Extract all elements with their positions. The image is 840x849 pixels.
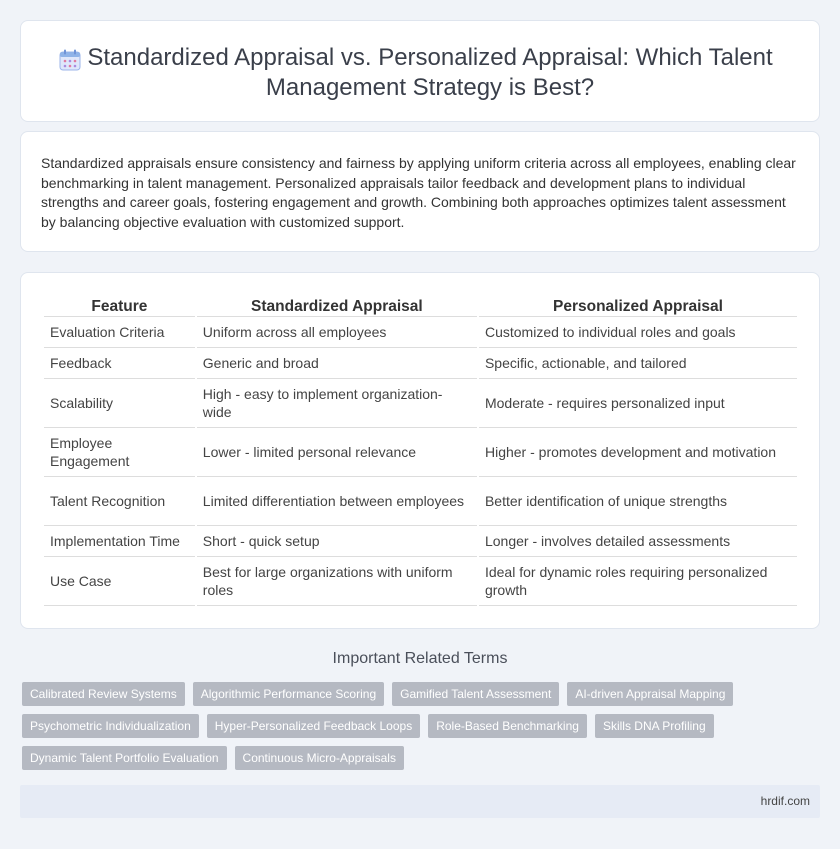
column-header-personalized: Personalized Appraisal bbox=[479, 295, 797, 317]
page-title: Standardized Appraisal vs. Personalized Appraisal: Which Talent Management Strategy is Best? bbox=[87, 44, 773, 101]
comparison-card bbox=[20, 272, 820, 629]
related-term-tag[interactable]: Algorithmic Performance Scoring bbox=[193, 682, 384, 706]
feature-cell: Employee Engagement bbox=[44, 428, 195, 477]
standardized-cell: Short - quick setup bbox=[197, 526, 477, 557]
table-row bbox=[44, 317, 797, 348]
table-row bbox=[44, 379, 797, 428]
feature-cell: Feedback bbox=[44, 348, 195, 379]
intro-card bbox=[20, 131, 820, 252]
feature-cell: Evaluation Criteria bbox=[44, 317, 195, 348]
footer-bar bbox=[20, 785, 820, 818]
table-header-row bbox=[44, 295, 797, 317]
title-card bbox=[20, 20, 820, 122]
personalized-cell: Moderate - requires personalized input bbox=[479, 379, 797, 428]
table-row bbox=[44, 348, 797, 379]
feature-cell: Implementation Time bbox=[44, 526, 195, 557]
related-term-tag[interactable]: Hyper-Personalized Feedback Loops bbox=[207, 714, 420, 738]
standardized-cell: Limited differentiation between employees bbox=[197, 477, 477, 526]
related-terms-list bbox=[22, 682, 822, 778]
standardized-cell: Uniform across all employees bbox=[197, 317, 477, 348]
comparison-table bbox=[42, 295, 799, 606]
intro-paragraph: Standardized appraisals ensure consistency and fairness by applying uniform criteria across all employees, enabling clear benchmarking in talent management. Personalized appraisals tailor feedback and development plans to individual strengths and career goals, fostering engagement and growth. Combining both approaches optimizes talent assessment by balancing objective evaluation with customized support. bbox=[41, 155, 796, 230]
related-terms-heading: Important Related Terms bbox=[332, 650, 508, 667]
standardized-cell: High - easy to implement organization-wide bbox=[197, 379, 477, 428]
standardized-cell: Generic and broad bbox=[197, 348, 477, 379]
feature-cell: Use Case bbox=[44, 557, 195, 606]
related-term-tag[interactable]: Skills DNA Profiling bbox=[595, 714, 714, 738]
related-term-tag[interactable]: AI-driven Appraisal Mapping bbox=[567, 682, 733, 706]
related-term-tag[interactable]: Calibrated Review Systems bbox=[22, 682, 185, 706]
related-term-tag[interactable]: Dynamic Talent Portfolio Evaluation bbox=[22, 746, 227, 770]
footer-site-link[interactable]: hrdif.com bbox=[760, 794, 810, 808]
personalized-cell: Better identification of unique strengths bbox=[479, 477, 797, 526]
related-term-tag[interactable]: Role-Based Benchmarking bbox=[428, 714, 587, 738]
column-header-standardized: Standardized Appraisal bbox=[197, 295, 477, 317]
personalized-cell: Ideal for dynamic roles requiring personalized growth bbox=[479, 557, 797, 606]
table-row bbox=[44, 557, 797, 606]
table-row bbox=[44, 428, 797, 477]
personalized-cell: Customized to individual roles and goals bbox=[479, 317, 797, 348]
table-row bbox=[44, 526, 797, 557]
related-term-tag[interactable]: Psychometric Individualization bbox=[22, 714, 199, 738]
personalized-cell: Longer - involves detailed assessments bbox=[479, 526, 797, 557]
personalized-cell: Specific, actionable, and tailored bbox=[479, 348, 797, 379]
feature-cell: Scalability bbox=[44, 379, 195, 428]
feature-cell: Talent Recognition bbox=[44, 477, 195, 526]
personalized-cell: Higher - promotes development and motivation bbox=[479, 428, 797, 477]
standardized-cell: Lower - limited personal relevance bbox=[197, 428, 477, 477]
standardized-cell: Best for large organizations with uniform roles bbox=[197, 557, 477, 606]
related-term-tag[interactable]: Gamified Talent Assessment bbox=[392, 682, 559, 706]
table-row bbox=[44, 477, 797, 526]
related-term-tag[interactable]: Continuous Micro-Appraisals bbox=[235, 746, 404, 770]
column-header-feature: Feature bbox=[44, 295, 195, 317]
